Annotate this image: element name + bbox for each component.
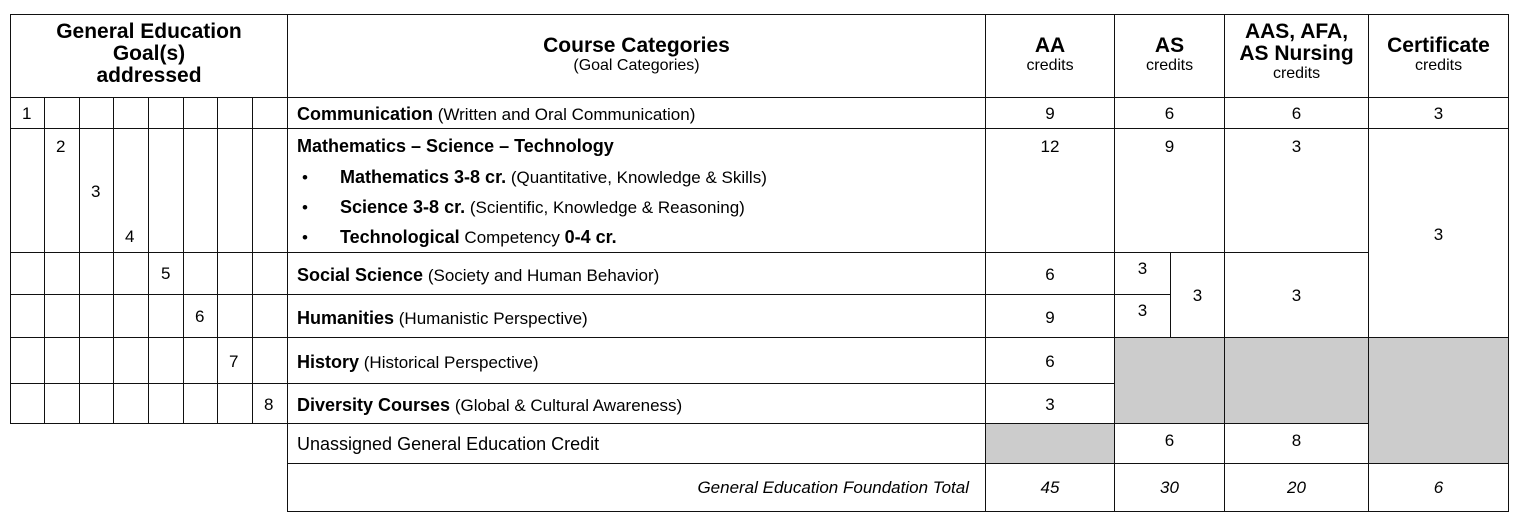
goal-cell: [10, 97, 45, 129]
row-social-science: [287, 252, 986, 295]
goal-cell: [217, 97, 253, 129]
goal-number-7: 7: [229, 352, 239, 371]
aas-header-line1: AAS, AFA,: [1244, 20, 1349, 43]
goals-header-line1: General Education: [56, 20, 242, 43]
goal-cell: [79, 383, 114, 424]
aa-history-value: 6: [1045, 352, 1055, 371]
goal-cell: [79, 294, 114, 338]
as-unassigned: [1114, 423, 1225, 464]
goal-cell: [79, 252, 114, 295]
goal-cell: [79, 128, 114, 253]
as-unassigned-value: 6: [1164, 431, 1175, 450]
course-categories-title: Course Categories: [543, 34, 730, 57]
as-communication-value: 6: [1164, 104, 1175, 123]
goals-header-line3: addressed: [96, 64, 202, 87]
goal-cell: [44, 383, 80, 424]
row-communication: [287, 97, 986, 129]
certificate-header-title: Certificate: [1387, 34, 1490, 57]
as-humanities-sub: [1114, 294, 1171, 338]
communication-label: Communication (Written and Oral Communication): [297, 104, 696, 124]
row-humanities: [287, 294, 986, 338]
cert-mst-social-humanities-value: 3: [1433, 225, 1444, 244]
goals-header-line2: Goal(s): [112, 42, 186, 65]
row-math-science-technology: [287, 128, 986, 253]
goal-cell: [113, 252, 149, 295]
aa-communication: [985, 97, 1115, 129]
goal-cell: [217, 294, 253, 338]
aa-communication-value: 9: [1045, 104, 1055, 123]
row-total: [287, 463, 986, 512]
row-history: [287, 337, 986, 384]
goal-cell: [148, 252, 184, 295]
goal-cell: [113, 294, 149, 338]
aas-social-humanities: [1224, 252, 1369, 338]
aa-total-value: 45: [1040, 478, 1060, 497]
aa-mst-value: 12: [1040, 137, 1060, 156]
goal-cell: [113, 97, 149, 129]
goal-number-3: 3: [91, 182, 101, 201]
mst-label: Mathematics – Science – Technology: [297, 136, 614, 156]
goal-number-6: 6: [195, 307, 205, 326]
as-mst: [1114, 128, 1225, 253]
goal-number-8: 8: [264, 395, 274, 414]
goal-cell: [148, 337, 184, 384]
goal-cell: [10, 252, 45, 295]
aa-unassigned-shaded: [985, 423, 1115, 464]
as-total: [1114, 463, 1225, 512]
goal-cell: [44, 128, 80, 253]
goal-cell: [113, 337, 149, 384]
aas-mst: [1224, 128, 1369, 253]
goal-number-2: 2: [56, 137, 66, 156]
goal-cell: [183, 252, 218, 295]
goal-cell: [183, 97, 218, 129]
aa-header-title: AA: [1034, 34, 1066, 57]
cert-total-value: 6: [1433, 478, 1444, 497]
certificate-header: [1368, 14, 1509, 98]
goal-cell: [79, 97, 114, 129]
aas-unassigned: [1224, 423, 1369, 464]
goal-cell: [10, 294, 45, 338]
goal-cell: [79, 337, 114, 384]
goal-cell: [217, 252, 253, 295]
row-unassigned: [287, 423, 986, 464]
as-social-sub-value: 3: [1137, 259, 1148, 278]
row-diversity: [287, 383, 986, 424]
as-social-humanities-combined-value: 3: [1192, 286, 1203, 305]
aa-mst: [985, 128, 1115, 253]
mst-bullet-science: • Science 3-8 cr. (Scientific, Knowledge & Reasoning): [302, 197, 745, 217]
goal-cell: [252, 252, 288, 295]
aas-history-diversity-shaded: [1224, 337, 1369, 424]
aas-communication: [1224, 97, 1369, 129]
as-history-diversity-shaded: [1114, 337, 1225, 424]
goal-cell: [148, 383, 184, 424]
cert-total: [1368, 463, 1509, 512]
as-social-humanities-combined: [1170, 252, 1225, 338]
mst-bullet-technology: • Technological Competency 0-4 cr.: [302, 227, 617, 247]
goals-header: [10, 14, 288, 98]
history-label: History (Historical Perspective): [297, 352, 539, 372]
aas-header: [1224, 14, 1369, 98]
goal-cell: [148, 97, 184, 129]
diversity-label: Diversity Courses (Global & Cultural Awareness): [297, 395, 683, 415]
aa-total: [985, 463, 1115, 512]
cert-communication-value: 3: [1433, 104, 1444, 123]
as-header: [1114, 14, 1225, 98]
cert-history-unassigned-shaded: [1368, 337, 1509, 464]
aas-total: [1224, 463, 1369, 512]
aa-header: [985, 14, 1115, 98]
goal-number-4: 4: [125, 227, 135, 246]
unassigned-label: Unassigned General Education Credit: [297, 434, 600, 454]
goal-cell: [252, 294, 288, 338]
goal-cell: [10, 383, 45, 424]
goal-cell: [113, 128, 149, 253]
goal-cell: [113, 383, 149, 424]
certificate-header-subtitle: credits: [1414, 57, 1463, 74]
goal-cell: [44, 337, 80, 384]
aas-communication-value: 6: [1291, 104, 1302, 123]
as-total-value: 30: [1160, 478, 1179, 497]
aas-total-value: 20: [1287, 478, 1306, 497]
aas-mst-value: 3: [1291, 137, 1302, 156]
aa-social: [985, 252, 1115, 295]
goal-cell: [252, 337, 288, 384]
aa-header-subtitle: credits: [1026, 57, 1074, 74]
aa-diversity: [985, 383, 1115, 424]
as-social-sub: [1114, 252, 1171, 295]
goal-cell: [44, 97, 80, 129]
course-categories-header: [287, 14, 986, 98]
aa-history: [985, 337, 1115, 384]
goal-cell: [148, 294, 184, 338]
goal-cell: [217, 128, 253, 253]
total-label: General Education Foundation Total: [697, 478, 969, 497]
goal-cell: [252, 97, 288, 129]
social-science-label: Social Science (Society and Human Behavior): [297, 265, 660, 285]
as-mst-value: 9: [1164, 137, 1175, 156]
goal-number-5: 5: [161, 264, 171, 283]
aa-social-value: 6: [1045, 265, 1055, 284]
goal-number-1: 1: [22, 104, 32, 123]
goal-cell: [183, 294, 218, 338]
as-header-subtitle: credits: [1145, 57, 1194, 74]
as-communication: [1114, 97, 1225, 129]
as-header-title: AS: [1154, 34, 1185, 57]
aas-header-line2: AS Nursing: [1239, 42, 1354, 65]
goal-cell: [252, 128, 288, 253]
humanities-label: Humanities (Humanistic Perspective): [297, 308, 588, 328]
goal-cell: [252, 383, 288, 424]
goal-cell: [183, 128, 218, 253]
goal-cell: [10, 337, 45, 384]
aa-humanities-value: 9: [1045, 308, 1055, 327]
aas-header-subtitle: credits: [1272, 65, 1321, 82]
aas-unassigned-value: 8: [1291, 431, 1302, 450]
cert-mst-social-humanities: [1368, 128, 1509, 338]
goal-cell: [183, 337, 218, 384]
goal-cell: [183, 383, 218, 424]
goal-cell: [10, 128, 45, 253]
goal-cell: [217, 337, 253, 384]
aas-social-humanities-value: 3: [1291, 286, 1302, 305]
course-categories-subtitle: (Goal Categories): [573, 57, 700, 74]
mst-bullet-mathematics: • Mathematics 3-8 cr. (Quantitative, Knowledge & Skills): [302, 167, 767, 187]
goal-cell: [44, 252, 80, 295]
cert-communication: [1368, 97, 1509, 129]
aa-humanities: [985, 294, 1115, 338]
goal-cell: [44, 294, 80, 338]
as-humanities-sub-value: 3: [1137, 301, 1148, 320]
aa-diversity-value: 3: [1045, 395, 1055, 414]
goal-cell: [148, 128, 184, 253]
goal-cell: [217, 383, 253, 424]
